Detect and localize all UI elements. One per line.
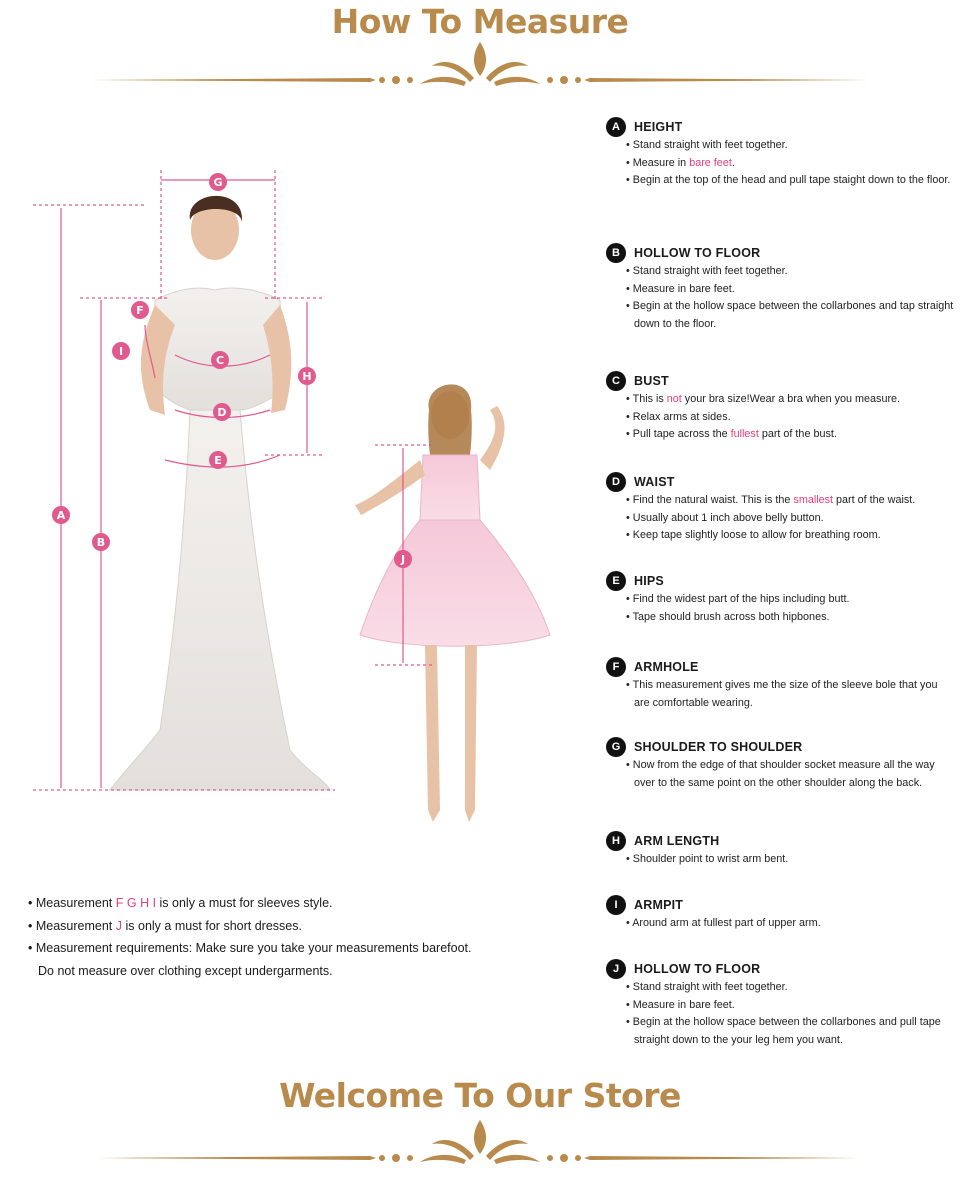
svg-text:A: A xyxy=(56,509,66,522)
svg-text:F: F xyxy=(136,304,144,317)
spec-header xyxy=(606,737,956,757)
spec-title: HOLLOW TO FLOOR xyxy=(634,962,761,976)
spec-e xyxy=(606,571,956,626)
letter-badge-icon: A xyxy=(606,117,626,137)
svg-text:D: D xyxy=(217,406,227,419)
spec-bullet: • Find the widest part of the hips including butt. xyxy=(606,591,956,609)
spec-d xyxy=(606,472,956,545)
spec-title: BUST xyxy=(634,374,669,388)
spec-bullet: • Measure in bare feet. xyxy=(606,281,956,299)
spec-bullets xyxy=(606,391,956,444)
spec-bullet: • Now from the edge of that shoulder socket measure all the way over to the same point on the other shoulder along the back. xyxy=(606,757,956,792)
letter-badge-icon: F xyxy=(606,657,626,677)
label-g-marker xyxy=(209,173,227,191)
spec-bullets xyxy=(606,915,956,933)
spec-bullets xyxy=(606,137,956,190)
spec-title: HIPS xyxy=(634,574,664,588)
spec-header xyxy=(606,243,956,263)
label-j-marker xyxy=(394,550,412,568)
spec-header xyxy=(606,472,956,492)
spec-header xyxy=(606,895,956,915)
spec-bullet: • Stand straight with feet together. xyxy=(606,263,956,281)
spec-title: HEIGHT xyxy=(634,120,683,134)
spec-h xyxy=(606,831,956,869)
label-f-marker xyxy=(131,301,149,319)
spec-f xyxy=(606,657,956,712)
spec-bullet: • Relax arms at sides. xyxy=(606,409,956,427)
spec-bullet: • Keep tape slightly loose to allow for breathing room. xyxy=(606,527,956,545)
store-welcome-title: Welcome To Our Store xyxy=(279,1076,681,1115)
label-e-marker xyxy=(209,451,227,469)
spec-bullets xyxy=(606,591,956,626)
measurement-notes xyxy=(28,892,588,982)
label-i-marker xyxy=(112,342,130,360)
letter-badge-icon: I xyxy=(606,895,626,915)
spec-header xyxy=(606,959,956,979)
letter-badge-icon: B xyxy=(606,243,626,263)
spec-bullet: • Stand straight with feet together. xyxy=(606,979,956,997)
spec-bullet: • Pull tape across the fullest part of the bust. xyxy=(606,426,956,444)
spec-title: HOLLOW TO FLOOR xyxy=(634,246,761,260)
spec-bullet: • Tape should brush across both hipbones. xyxy=(606,609,956,627)
divider-ornament-icon xyxy=(80,42,880,92)
spec-bullet: • Shoulder point to wrist arm bent. xyxy=(606,851,956,869)
spec-header xyxy=(606,657,956,677)
spec-bullet: • This measurement gives me the size of the sleeve bole that you are comfortable wearing. xyxy=(606,677,956,712)
note-sleeves: • Measurement F G H I is only a must for sleeves style. xyxy=(28,896,333,910)
spec-a xyxy=(606,117,956,190)
spec-bullet: • Measure in bare feet. xyxy=(606,155,956,173)
spec-title: ARMHOLE xyxy=(634,660,699,674)
spec-bullet: • Find the natural waist. This is the smallest part of the waist. xyxy=(606,492,956,510)
note-clothing: Do not measure over clothing except undergarments. xyxy=(38,963,333,978)
svg-text:J: J xyxy=(400,553,406,566)
letter-badge-icon: H xyxy=(606,831,626,851)
spec-bullet: • This is not your bra size!Wear a bra when you measure. xyxy=(606,391,956,409)
note-requirements: • Measurement requirements: Make sure you take your measurements barefoot. xyxy=(28,941,472,955)
spec-title: ARMPIT xyxy=(634,898,684,912)
spec-b xyxy=(606,243,956,333)
note-short-dress: • Measurement J is only a must for short dresses. xyxy=(28,918,302,933)
spec-i xyxy=(606,895,956,933)
letter-badge-icon: G xyxy=(606,737,626,757)
spec-bullet: • Measure in bare feet. xyxy=(606,997,956,1015)
spec-bullet: • Begin at the hollow space between the collarbones and pull tape straight down to the your leg hem you want. xyxy=(606,1014,956,1049)
spec-header xyxy=(606,117,956,137)
spec-bullets xyxy=(606,757,956,792)
spec-j xyxy=(606,959,956,1049)
letter-badge-icon: D xyxy=(606,472,626,492)
spec-bullets xyxy=(606,492,956,545)
label-h-marker xyxy=(298,367,316,385)
divider-ornament-icon xyxy=(80,1114,880,1164)
label-b-marker xyxy=(92,533,110,551)
spec-bullets xyxy=(606,677,956,712)
spec-bullets xyxy=(606,851,956,869)
spec-title: WAIST xyxy=(634,475,675,489)
spec-bullet: • Begin at the hollow space between the collarbones and tap straight down to the floor. xyxy=(606,298,956,333)
page-title: How To Measure xyxy=(331,2,629,41)
bride-figure xyxy=(110,196,330,790)
spec-bullets xyxy=(606,263,956,333)
spec-bullet: • Around arm at fullest part of upper arm. xyxy=(606,915,956,933)
label-c-marker xyxy=(211,351,229,369)
spec-title: ARM LENGTH xyxy=(634,834,720,848)
svg-text:E: E xyxy=(214,454,222,467)
label-a-marker xyxy=(52,506,70,524)
spec-bullet: • Stand straight with feet together. xyxy=(606,137,956,155)
letter-badge-icon: J xyxy=(606,959,626,979)
spec-c xyxy=(606,371,956,444)
spec-header xyxy=(606,571,956,591)
spec-bullet: • Usually about 1 inch above belly button. xyxy=(606,510,956,528)
spec-title: SHOULDER TO SHOULDER xyxy=(634,740,803,754)
spec-header xyxy=(606,371,956,391)
svg-text:G: G xyxy=(213,176,223,189)
spec-header xyxy=(606,831,956,851)
spec-bullets xyxy=(606,979,956,1049)
short-dress-figure xyxy=(355,384,550,822)
label-d-marker xyxy=(213,403,231,421)
svg-text:I: I xyxy=(118,345,124,358)
spec-g xyxy=(606,737,956,792)
svg-text:C: C xyxy=(215,354,225,367)
letter-badge-icon: C xyxy=(606,371,626,391)
spec-bullet: • Begin at the top of the head and pull tape staight down to the floor. xyxy=(606,172,956,190)
svg-text:B: B xyxy=(96,536,106,549)
letter-badge-icon: E xyxy=(606,571,626,591)
svg-text:H: H xyxy=(302,370,312,383)
measurement-figure xyxy=(25,110,585,870)
